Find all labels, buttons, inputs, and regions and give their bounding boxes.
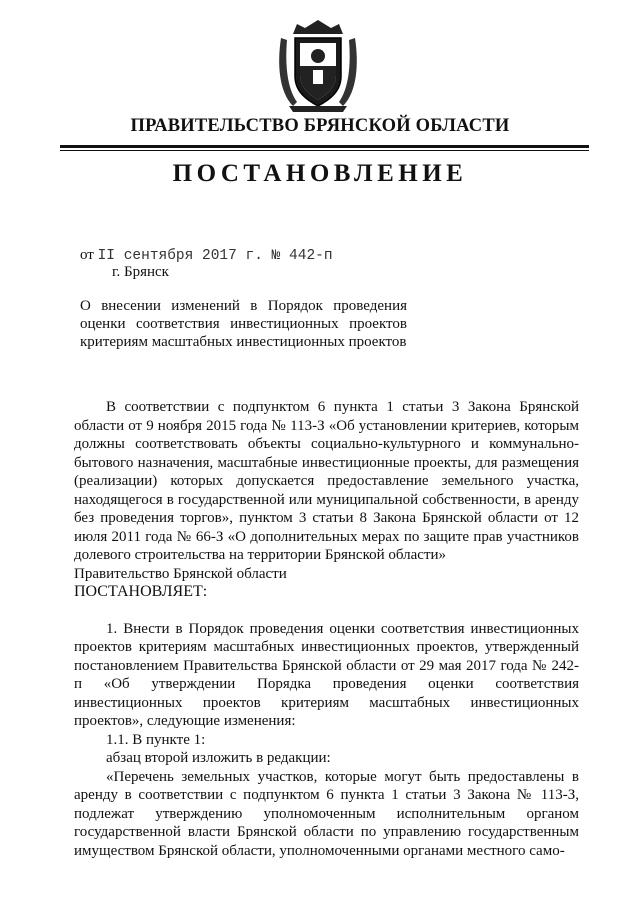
item-1-1-paragraph: 1.1. В пункте 1: xyxy=(106,731,206,748)
preamble-paragraph: В соответствии с подпунктом 6 пункта 1 статьи 3 Закона Брянской области от 9 ноября 2015 года № 113-З «Об установлении критериев, которым должны соответствовать объекты социально-культурного и коммунально-бытового назначения, масштабные инвестиционные проекты, для размещения (реализации) которых допускается предоставление земельного участка, находящегося в государственной или муниципальной собственности, в аренду без проведения торгов», пунктом 3 статьи 8 Закона Брянской области от 12 июля 2011 года № 66-З «О дополнительных мерах по защите прав участников долевого строительства на территории Брянской области» xyxy=(74,399,579,563)
quoted-paragraph: «Перечень земельных участков, которые могут быть предоставлены в аренду в соответствии с подпунктом 6 пункта 1 статьи 3 Закона № 113-З, подлежат утверждению уполномоченным исполнительным органом государственной власти Брянской области по управлению государственным имуществом Брянской области, уполномоченными органами местного само- xyxy=(74,768,579,859)
decree-date-number: II сентября 2017 г. № 442-п xyxy=(97,248,333,264)
issuer-line: Правительство Брянской области xyxy=(74,565,287,582)
document-type-title: ПОСТАНОВЛЕНИЕ xyxy=(172,160,468,187)
item-1-paragraph: 1. Внести в Порядок проведения оценки соответствия инвестиционных проектов критериям масштабных инвестиционных проектов, утвержденный постановлением Правительства Брянской области от 29 мая 2017 года № 242-п «Об утверждении Порядка проведения оценки соответствия инвестиционных проектов критериям масштабных инвестиционных проектов», следующие изменения: xyxy=(74,620,579,729)
paragraph-two-instruction: абзац второй изложить в редакции: xyxy=(106,750,331,766)
document-subject: О внесении изменений в Порядок проведения оценки соответствия инвестиционных проектов критериям масштабных инвестиционных проектов xyxy=(80,298,407,350)
header-rule-thin xyxy=(60,150,589,151)
city: г. Брянск xyxy=(112,264,169,280)
document-body xyxy=(74,398,579,860)
government-name: ПРАВИТЕЛЬСТВО БРЯНСКОЙ ОБЛАСТИ xyxy=(130,116,510,136)
date-number-line xyxy=(80,247,333,264)
header-rule-thick xyxy=(60,145,589,148)
from-prefix: от xyxy=(80,247,94,263)
coat-of-arms-icon xyxy=(275,14,361,114)
resolves-line: ПОСТАНОВЛЯЕТ: xyxy=(74,583,208,600)
